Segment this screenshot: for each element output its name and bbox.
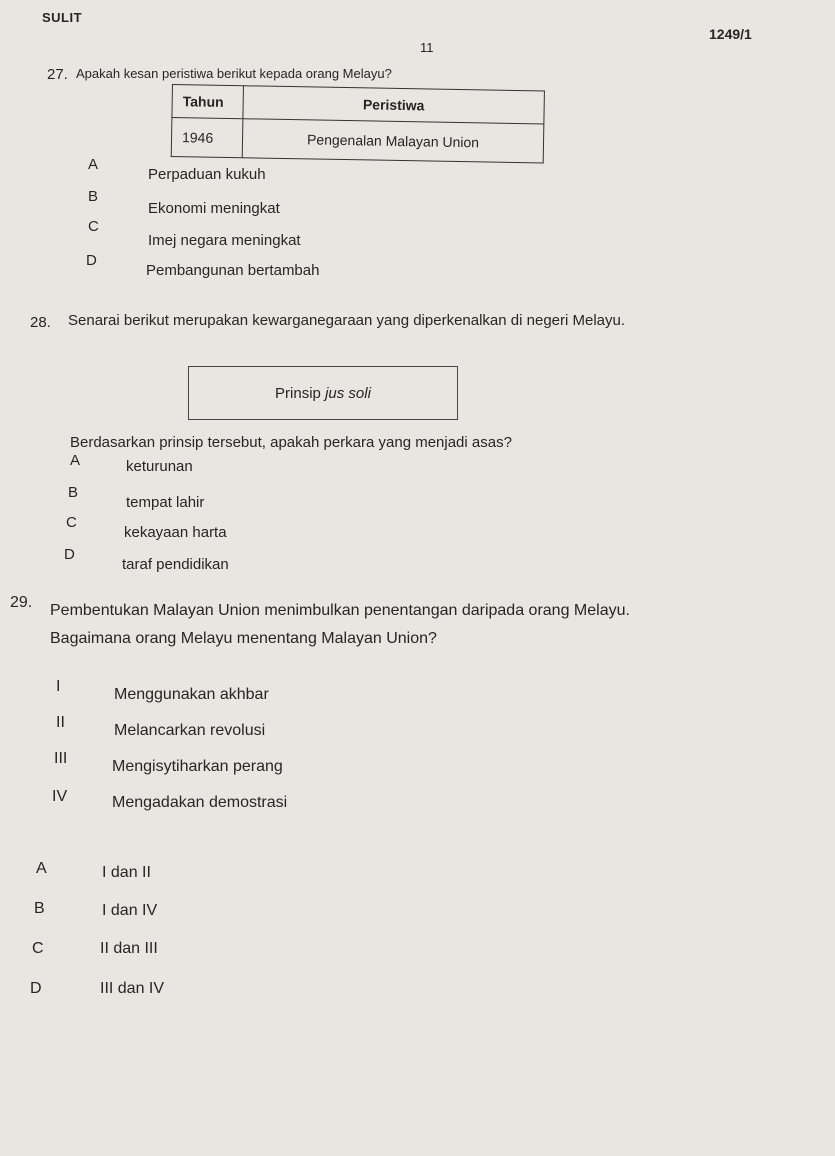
page-number: 11 — [420, 40, 434, 55]
q27-option-b-letter[interactable]: B — [88, 188, 99, 205]
q29-option-b-text: I dan IV — [102, 902, 158, 919]
q28-option-c-letter[interactable]: C — [66, 514, 77, 531]
q27-option-d-letter[interactable]: D — [86, 252, 97, 269]
q28-box-prefix: Prinsip — [275, 384, 326, 402]
q29-number: 29. — [10, 594, 33, 611]
q29-statement-2-numeral: II — [56, 714, 65, 731]
q28-option-a-text: keturunan — [126, 458, 193, 475]
classification-label: SULIT — [42, 10, 83, 25]
q29-option-d-text: III dan IV — [100, 980, 165, 997]
q29-option-b-letter[interactable]: B — [34, 900, 45, 917]
q27-number: 27. — [47, 66, 68, 83]
q29-option-a-text: I dan II — [102, 864, 151, 881]
q28-option-d-letter[interactable]: D — [64, 546, 75, 563]
q27-option-a-text: Perpaduan kukuh — [148, 166, 266, 183]
q29-statement-3-numeral: III — [54, 750, 68, 767]
table-header-event: Peristiwa — [243, 86, 545, 124]
q28-text: Senarai berikut merupakan kewarganegaraan yang diperkenalkan di negeri Melayu. — [68, 312, 626, 329]
q29-text-line2: Bagaimana orang Melayu menentang Malayan Union? — [50, 630, 437, 647]
q29-text-line1: Pembentukan Malayan Union menimbulkan penentangan daripada orang Melayu. — [50, 602, 630, 619]
table-cell-year: 1946 — [171, 118, 243, 158]
table-header-year: Tahun — [172, 85, 244, 119]
q29-statement-1-text: Menggunakan akhbar — [114, 686, 269, 703]
q29-option-d-letter[interactable]: D — [30, 980, 42, 997]
q29-statement-4-numeral: IV — [52, 788, 68, 805]
q28-option-b-letter[interactable]: B — [68, 484, 79, 501]
q28-principle-box — [188, 366, 458, 420]
q28-question: Berdasarkan prinsip tersebut, apakah perkara yang menjadi asas? — [70, 434, 512, 451]
q29-option-a-letter[interactable]: A — [36, 860, 47, 877]
q29-option-c-letter[interactable]: C — [32, 940, 44, 957]
q27-option-b-text: Ekonomi meningkat — [148, 200, 280, 217]
q27-text: Apakah kesan peristiwa berikut kepada orang Melayu? — [76, 66, 392, 81]
q29-statement-3-text: Mengisytiharkan perang — [112, 758, 283, 775]
q28-option-b-text: tempat lahir — [126, 494, 205, 511]
q27-event-table — [171, 84, 545, 163]
q27-option-d-text: Pembangunan bertambah — [146, 262, 320, 279]
q27-option-c-letter[interactable]: C — [88, 218, 99, 235]
q29-statement-2-text: Melancarkan revolusi — [114, 722, 266, 739]
q27-option-a-letter[interactable]: A — [88, 156, 99, 173]
q29-option-c-text: II dan III — [100, 940, 158, 957]
table-cell-event: Pengenalan Malayan Union — [242, 119, 544, 163]
q28-option-c-text: kekayaan harta — [124, 524, 227, 541]
q28-number: 28. — [30, 314, 51, 331]
paper-code: 1249/1 — [709, 26, 752, 42]
q29-statement-1-numeral: I — [56, 678, 61, 695]
q29-statement-4-text: Mengadakan demostrasi — [112, 794, 288, 811]
q28-option-a-letter[interactable]: A — [70, 452, 81, 469]
q28-option-d-text: taraf pendidikan — [122, 556, 229, 573]
q27-option-c-text: Imej negara meningkat — [148, 232, 301, 249]
q28-box-term: jus soli — [325, 384, 371, 402]
